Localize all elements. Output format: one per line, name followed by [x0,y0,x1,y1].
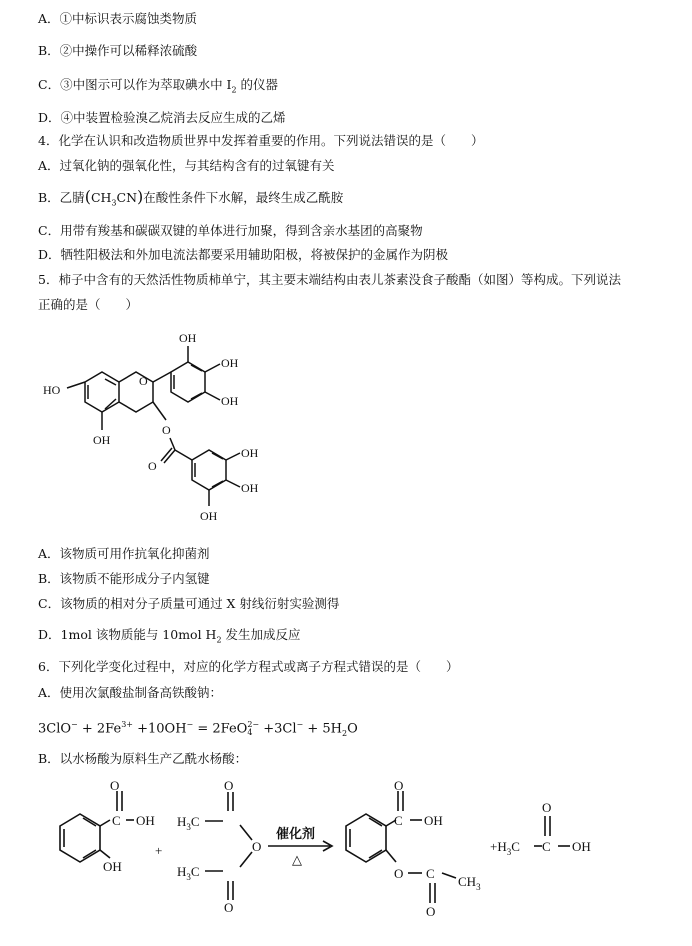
anh-bottom-o: O [224,900,234,915]
eq-charge-4: 2− [247,719,260,729]
eq-term-6: + 5H [303,721,343,737]
eq-term-2: + 2Fe [77,721,122,737]
q5-option-c: C．该物质的相对分子质量可通过 X 射线衍射实验测得 [38,596,340,611]
formula-close-paren: ) [137,187,144,206]
q4-option-b-tail: 在酸性条件下水解，最终生成乙酰胺 [143,190,344,205]
anh-h3c-top: $H_3C$ [177,814,200,832]
asa-ester-o: O [394,866,404,881]
q5-stem-line1: 5．柿子中含有的天然活性物质柿单宁，其主要末端结构由表儿茶素没食子酸酯（如图）等构成。下列说法 [38,272,621,287]
asa-acetyl-o: O [426,904,436,919]
q3-option-c [38,76,278,100]
eq-charge-1: − [71,720,78,729]
carbonyl-oxygen-label: O [148,459,157,473]
acetic-oh: OH [572,839,591,854]
sa-cooh-oh: OH [136,813,155,828]
anh-top-o: O [224,778,234,793]
eq-term-1: 3ClO [38,721,72,737]
acetic-h3c: $+H_3C$ [490,839,520,857]
sa-carbon: C [112,813,121,828]
q3-option-d: D．④中装置检验溴乙烷消去反应生成的乙烯 [38,110,286,125]
eq-term-3: +10OH [132,721,187,737]
asa-carbonyl-o: O [394,778,404,793]
eq-charge-2: 3+ [121,720,133,729]
acetylsalicylic-reaction-scheme [30,778,670,928]
q6-equation-a [38,716,358,743]
asa-acetyl-c: C [426,866,435,881]
anh-h3c-bottom: $H_3C$ [177,864,200,882]
epicatechin-gallate-structure [40,320,280,532]
formula-open-paren: ( [84,187,91,206]
acetic-carbonyl-o: O [542,800,552,815]
eq-charge-5: − [296,720,304,729]
q3-option-a: A．①中标识表示腐蚀类物质 [38,11,198,26]
q3-option-c-text: C．③中图示可以作为萃取碘水中 I [38,77,232,92]
q3-option-c-sub: 2 [231,85,237,95]
plus-sign-1: + [155,843,163,858]
oh-label-g2: OH [241,481,259,495]
formula-ch3cn-sub: 3 [111,198,117,208]
formula-ch3cn-b: CN [116,190,138,205]
eq-sub-6: 2 [342,728,348,738]
q4-option-c: C．用带有羧基和碳碳双键的单体进行加聚，得到含亲水基团的高聚物 [38,223,423,238]
sa-phenol-oh: OH [103,859,122,874]
q4-option-b [38,188,343,213]
eq-term-5: +3Cl [259,721,297,737]
oh-label-a: OH [93,433,111,447]
q5-option-b: B．该物质不能形成分子内氢键 [38,571,210,586]
asa-carbon: C [394,813,403,828]
eq-term-4: = 2FeO [193,721,248,737]
heat-symbol: △ [292,852,302,867]
oh-label-g3: OH [200,509,218,523]
q4-stem: 4．化学在认识和改造物质世界中发挥着重要的作用。下列说法错误的是（ ） [38,133,484,148]
sa-carbonyl-o: O [110,778,120,793]
asa-ch3: $CH_3$ [458,874,481,892]
q6-option-b: B．以水杨酸为原料生产乙酰水杨酸： [38,751,248,766]
q5-stem-line2: 正确的是（ ） [38,297,139,312]
oh-label-b3: OH [221,394,239,408]
eq-term-7: O [347,721,358,737]
asa-cooh-oh: OH [424,813,443,828]
acetic-carbon: C [542,839,551,854]
q5-option-a: A．该物质可用作抗氧化抑菌剂 [38,546,210,561]
q3-option-b: B．②中操作可以稀释浓硫酸 [38,43,198,58]
oh-label-b2: OH [221,356,239,370]
catalyst-label: 催化剂 [276,826,316,841]
q4-option-d: D．牺牲阳极法和外加电流法都要采用辅助阳极，将被保护的金属作为阴极 [38,247,449,262]
eq-charge-3: − [186,720,194,729]
ester-oxygen-label: O [162,423,171,437]
q3-option-c-tail: 的仪器 [236,77,279,92]
anh-bridge-o: O [252,839,262,854]
q4-option-a: A．过氧化钠的强氧化性，与其结构含有的过氧键有关 [38,158,335,173]
q5-option-d-sub: 2 [216,635,222,645]
q6-stem: 6．下列化学变化过程中，对应的化学方程式或离子方程式错误的是（ ） [38,659,459,674]
oh-label-b1: OH [179,331,197,345]
q5-option-d [38,626,301,650]
q5-option-d-text: D．1mol 该物质能与 10mol H [38,627,217,642]
ho-label-a: HO [43,383,61,397]
q5-option-d-tail: 发生加成反应 [221,627,301,642]
ring-oxygen-label: O [139,374,148,388]
q4-option-b-text: B．乙腈 [38,190,85,205]
formula-ch3cn-a: CH [90,190,112,205]
oh-label-g1: OH [241,446,259,460]
eq-sub-4: 4 [247,727,253,737]
q6-option-a: A．使用次氯酸盐制备高铁酸钠： [38,685,223,700]
